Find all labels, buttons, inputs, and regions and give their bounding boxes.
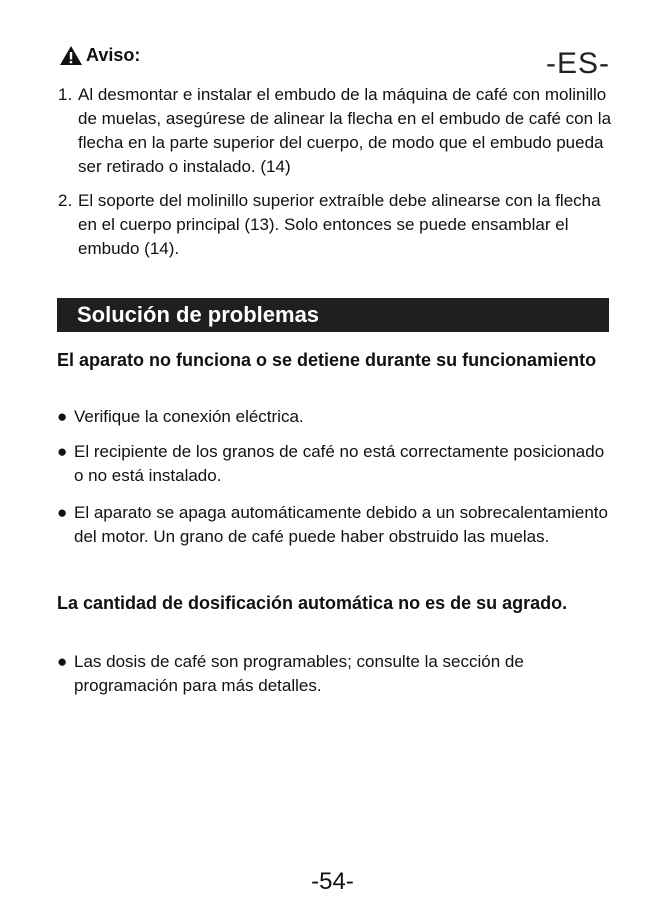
list-item (57, 405, 617, 429)
warning-item-text: El soporte del molinillo superior extraíble debe alinearse con la flecha en el cuerpo principal (13). Solo entonces se puede ensamblar el embudo (14). (78, 191, 601, 258)
section-title-bar: Solución de problemas (57, 298, 609, 332)
page-number: -54- (311, 868, 354, 895)
list-item (57, 650, 617, 698)
warning-item-2 (58, 189, 618, 261)
warning-title: Aviso: (86, 45, 141, 65)
list-item-text: Verifique la conexión eléctrica. (74, 407, 304, 426)
list-item (57, 501, 617, 549)
list-item-text: El recipiente de los granos de café no está correctamente posicionado o no está instalado. (74, 442, 605, 485)
warning-item-number: 1. (58, 85, 73, 104)
warning-item-1 (58, 83, 618, 179)
list-item (57, 440, 617, 488)
bullet-icon: ● (57, 442, 68, 461)
warning-item-text: Al desmontar e instalar el embudo de la máquina de café con molinillo de muelas, asegúrese de alinear la flecha en el embudo de café con la flecha en la parte superior del cuerpo, de modo que el embudo pueda ser retirado o instalado. (14) (78, 85, 612, 176)
problem-heading-1: El aparato no funciona o se detiene durante su funcionamiento (57, 350, 597, 370)
list-item-text: El aparato se apaga automáticamente debido a un sobrecalentamiento del motor. Un grano de café puede haber obstruido las muelas. (74, 503, 608, 546)
problem-heading-2: La cantidad de dosificación automática no es de su agrado. (57, 593, 568, 613)
bullet-icon: ● (57, 407, 68, 426)
list-item-text: Las dosis de café son programables; consulte la sección de programación para más detalles. (74, 652, 524, 695)
warning-icon (60, 46, 82, 65)
bullet-icon: ● (57, 652, 68, 671)
bullet-icon: ● (57, 503, 68, 522)
warning-heading (60, 45, 140, 66)
language-code: -ES- (546, 47, 610, 80)
warning-item-number: 2. (58, 191, 73, 210)
